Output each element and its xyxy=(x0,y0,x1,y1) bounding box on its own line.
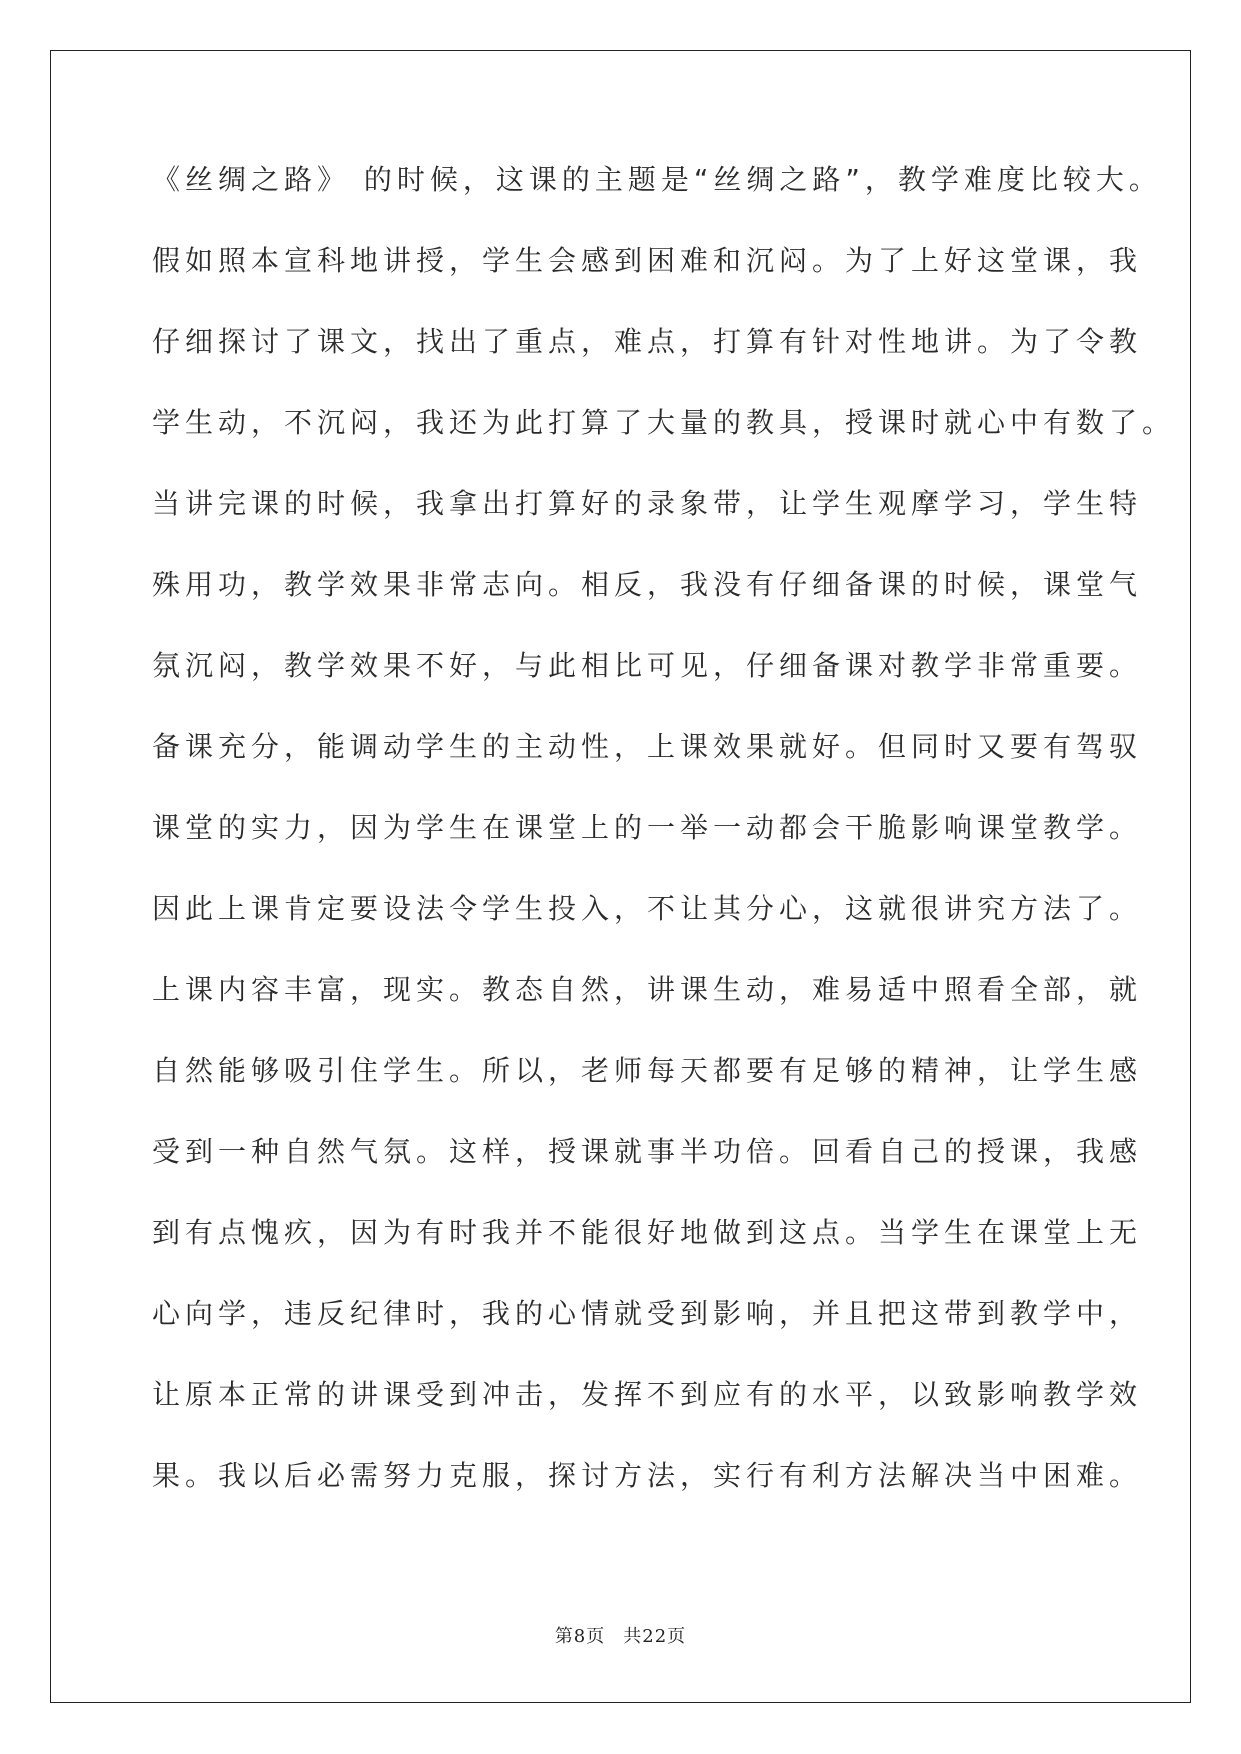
page-footer xyxy=(0,1622,1241,1648)
text-line: 让原本正常的讲课受到冲击，发挥不到应有的水平，以致影响教学效 xyxy=(152,1378,1143,1411)
text-line: 因此上课肯定要设法令学生投入，不让其分心，这就很讲究方法了。 xyxy=(152,892,1143,925)
text-line: 学生动，不沉闷，我还为此打算了大量的教具，授课时就心中有数了。 xyxy=(152,406,1176,439)
text-line: 课堂的实力，因为学生在课堂上的一举一动都会干脆影响课堂教学。 xyxy=(152,811,1143,844)
text-line: 果。我以后必需努力克服，探讨方法，实行有利方法解决当中困难。 xyxy=(152,1459,1143,1492)
text-line: 仔细探讨了课文，找出了重点，难点，打算有针对性地讲。为了令教 xyxy=(152,325,1143,358)
body-text xyxy=(152,160,1176,1537)
current-page-number: 第8页 xyxy=(554,1626,606,1647)
text-line: 当讲完课的时候，我拿出打算好的录象带，让学生观摩学习，学生特 xyxy=(152,487,1143,520)
text-line: 备课充分，能调动学生的主动性，上课效果就好。但同时又要有驾驭 xyxy=(152,730,1143,763)
text-line: 殊用功，教学效果非常志向。相反，我没有仔细备课的时候，课堂气 xyxy=(152,568,1143,601)
text-line: 心向学，违反纪律时，我的心情就受到影响，并且把这带到教学中， xyxy=(152,1297,1143,1330)
text-line: 《丝绸之路》 的时候，这课的主题是“丝绸之路”，教学难度比较大。 xyxy=(152,163,1162,196)
text-line: 到有点愧疚，因为有时我并不能很好地做到这点。当学生在课堂上无 xyxy=(152,1216,1143,1249)
text-line: 自然能够吸引住学生。所以，老师每天都要有足够的精神，让学生感 xyxy=(152,1054,1143,1087)
text-line: 假如照本宣科地讲授，学生会感到困难和沉闷。为了上好这堂课，我 xyxy=(152,244,1143,277)
total-page-count: 共22页 xyxy=(623,1626,687,1647)
text-line: 受到一种自然气氛。这样，授课就事半功倍。回看自己的授课，我感 xyxy=(152,1135,1143,1168)
text-line: 氛沉闷，教学效果不好，与此相比可见，仔细备课对教学非常重要。 xyxy=(152,649,1143,682)
text-line: 上课内容丰富，现实。教态自然，讲课生动，难易适中照看全部，就 xyxy=(152,973,1143,1006)
